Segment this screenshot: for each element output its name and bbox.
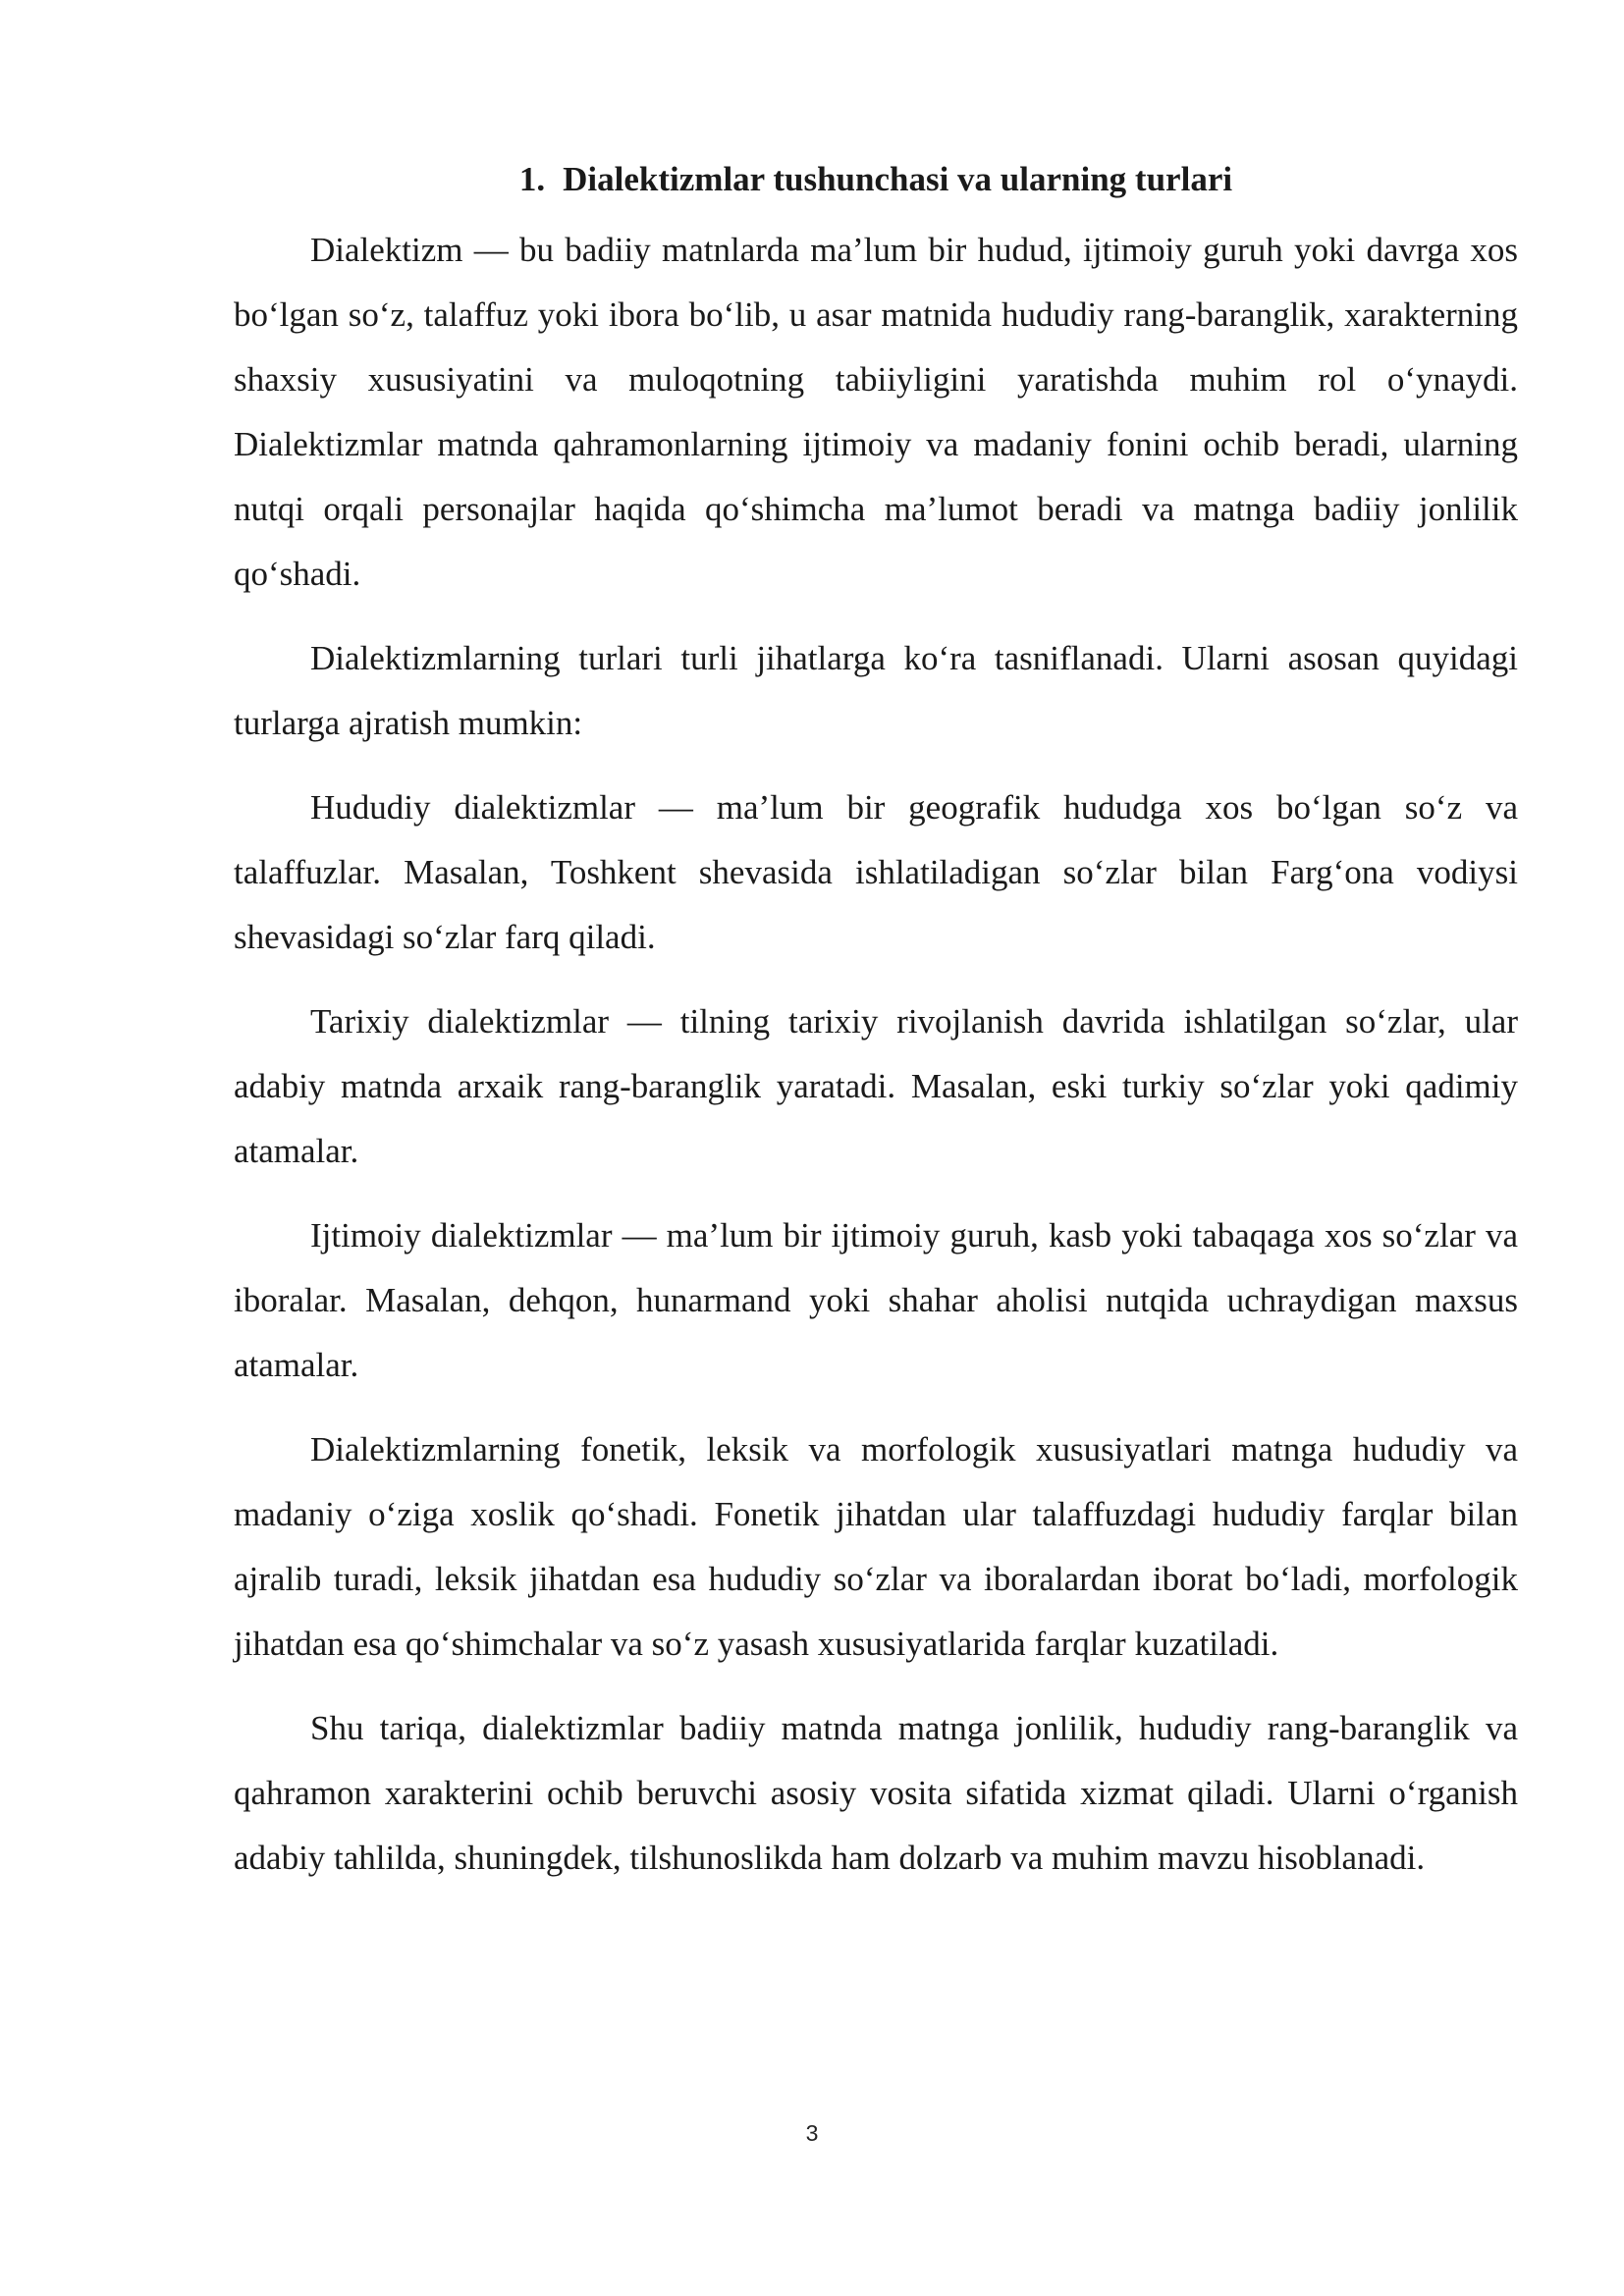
page-content bbox=[234, 147, 1518, 1910]
paragraph-conclusion: Shu tariqa, dialektizmlar badiiy matnda matnga jonlilik, hududiy rang-baranglik va qahramon xarakterini ochib beruvchi asosiy vosita sifatida xizmat qiladi. Ularni o‘rganish adabiy tahlilda, shuningdek, tilshunoslikda ham dolzarb va muhim mavzu hisoblanadi. bbox=[234, 1709, 1518, 1877]
section-number: 1. bbox=[518, 160, 546, 198]
page-number: 3 bbox=[805, 2120, 819, 2146]
paragraph-territorial: Hududiy dialektizmlar — ma’lum bir geografik hududga xos bo‘lgan so‘z va talaffuzlar. Masalan, Toshkent shevasida ishlatiladigan so‘zlar bilan Farg‘ona vodiysi shevasidagi so‘zlar farq qiladi. bbox=[234, 788, 1518, 956]
paragraph-types-intro: Dialektizmlarning turlari turli jihatlarga ko‘ra tasniflanadi. Ularni asosan quyidagi turlarga ajratish mumkin: bbox=[234, 639, 1518, 742]
section-heading bbox=[234, 147, 1518, 212]
paragraph-definition: Dialektizm — bu badiiy matnlarda ma’lum bir hudud, ijtimoiy guruh yoki davrga xos bo‘lgan so‘z, talaffuz yoki ibora bo‘lib, u asar matnida hududiy rang-baranglik, xarakterning shaxsiy xususiyatini va muloqotning tabiiyligini yaratishda muhim rol o‘ynaydi. Dialektizmlar matnda qahramonlarning ijtimoiy va madaniy fonini ochib beradi, ularning nutqi orqali personajlar haqida qo‘shimcha ma’lumot beradi va matnga badiiy jonlilik qo‘shadi. bbox=[234, 231, 1518, 593]
paragraph-social: Ijtimoiy dialektizmlar — ma’lum bir ijtimoiy guruh, kasb yoki tabaqaga xos so‘zlar va iboralar. Masalan, dehqon, hunarmand yoki shahar aholisi nutqida uchraydigan maxsus atamalar. bbox=[234, 1216, 1518, 1384]
paragraph-historical: Tarixiy dialektizmlar — tilning tarixiy rivojlanish davrida ishlatilgan so‘zlar, ular adabiy matnda arxaik rang-baranglik yaratadi. Masalan, eski turkiy so‘zlar yoki qadimiy atamalar. bbox=[234, 1002, 1518, 1170]
paragraph-features: Dialektizmlarning fonetik, leksik va morfologik xususiyatlari matnga hududiy va madaniy o‘ziga xoslik qo‘shadi. Fonetik jihatdan ular talaffuzdagi hududiy farqlar bilan ajralib turadi, leksik jihatdan esa hududiy so‘zlar va iboralardan iborat bo‘ladi, morfologik jihatdan esa qo‘shimchalar va so‘z yasash xususiyatlarida farqlar kuzatiladi. bbox=[234, 1430, 1518, 1663]
section-title: Dialektizmlar tushunchasi va ularning turlari bbox=[563, 160, 1233, 198]
